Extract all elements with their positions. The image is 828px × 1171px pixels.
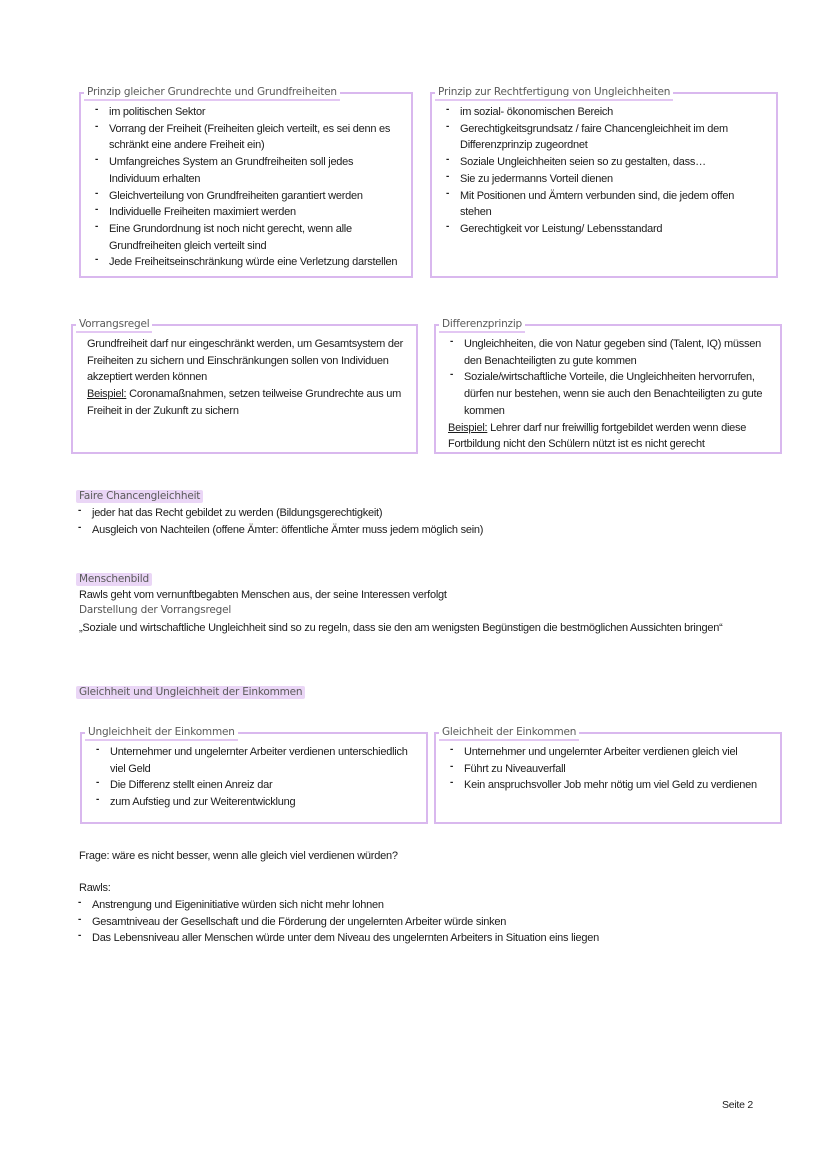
- list-item: - Führt zu Niveauverfall: [448, 761, 770, 778]
- list-item: - Gerechtigkeitsgrundsatz / faire Chancengleichheit im dem Differenzprinzip zugeordnet: [444, 121, 766, 154]
- differenzprinzip-list: [448, 336, 770, 420]
- list-item: - im politischen Sektor: [93, 104, 401, 121]
- box-grundrechte-title: Prinzip gleicher Grundrechte und Grundfreiheiten: [84, 86, 340, 101]
- list-item: - Ausgleich von Nachteilen (offene Ämter: öffentliche Ämter muss jedem möglich sein): [76, 522, 776, 539]
- list-item: - Soziale Ungleichheiten seien so zu gestalten, dass…: [444, 154, 766, 171]
- box-ungleichheit-title: Ungleichheit der Einkommen: [85, 726, 238, 741]
- rechtfertigung-list: [444, 104, 766, 238]
- list-item: - Ungleichheiten, die von Natur gegeben sind (Talent, IQ) müssen den Benachteiligten zu gute kommen: [448, 336, 770, 369]
- menschenbild-text: Rawls geht vom vernunftbegabten Menschen aus, der seine Interessen verfolgt: [79, 589, 447, 601]
- menschenbild-quote: „Soziale und wirtschaftliche Ungleichheit sind so zu regeln, dass sie den am wenigsten Begünstigen die bestmöglichen Aussichten bringen“: [79, 622, 723, 634]
- grundrechte-list: [93, 104, 401, 271]
- list-item: - Sie zu jedermanns Vorteil dienen: [444, 171, 766, 188]
- box-gleichheit-einkommen: [434, 726, 782, 824]
- box-vorrangsregel-title: Vorrangsregel: [76, 318, 152, 333]
- box-gleichheit-title: Gleichheit der Einkommen: [439, 726, 579, 741]
- box-differenzprinzip: [434, 318, 782, 454]
- vorrangsregel-text: Grundfreiheit darf nur eingeschränkt werden, um Gesamtsystem der Freiheiten zu sichern und Einschränkungen sollen von Individuen akzeptiert werden können: [87, 338, 403, 384]
- gleichheit-list: [448, 744, 770, 794]
- vorrangsregel-example: [87, 386, 406, 419]
- ungleichheit-list: [94, 744, 416, 811]
- list-item: - Gesamtniveau der Gesellschaft und die Förderung der ungelernten Arbeiter würde sinken: [76, 914, 796, 931]
- box-ungleichheit-einkommen: [80, 726, 428, 824]
- list-item: - Anstrengung und Eigeninitiative würden sich nicht mehr lohnen: [76, 897, 796, 914]
- box-grundrechte: [79, 86, 413, 278]
- list-item: - im sozial- ökonomischen Bereich: [444, 104, 766, 121]
- frage-question: Frage: wäre es nicht besser, wenn alle gleich viel verdienen würden?: [79, 850, 398, 862]
- list-item: - Jede Freiheitseinschränkung würde eine Verletzung darstellen: [93, 254, 401, 271]
- list-item: - Eine Grundordnung ist noch nicht gerecht, wenn alle Grundfreiheiten gleich verteilt sind: [93, 221, 401, 254]
- box-rechtfertigung: [430, 86, 778, 278]
- list-item: - Individuelle Freiheiten maximiert werden: [93, 204, 401, 221]
- menschenbild-title: Menschenbild: [76, 573, 152, 586]
- example-text: Lehrer darf nur freiwillig fortgebildet werden wenn diese Fortbildung nicht den Schülern nützt ist es nicht gerecht: [448, 421, 747, 451]
- list-item: - Gleichverteilung von Grundfreiheiten garantiert werden: [93, 188, 401, 205]
- list-item: - Unternehmer und ungelernter Arbeiter verdienen gleich viel: [448, 744, 770, 761]
- frage-rawls-label: Rawls:: [79, 882, 111, 894]
- list-item: - Unternehmer und ungelernter Arbeiter verdienen unterschiedlich viel Geld: [94, 744, 416, 777]
- box-differenzprinzip-title: Differenzprinzip: [439, 318, 525, 333]
- example-text: Coronamaßnahmen, setzen teilweise Grundrechte aus um Freiheit in der Zukunft zu sichern: [87, 388, 402, 417]
- list-item: - Kein anspruchsvoller Job mehr nötig um viel Geld zu verdienen: [448, 777, 770, 794]
- list-item: - zum Aufstieg und zur Weiterentwicklung: [94, 794, 416, 811]
- frage-list: [76, 897, 796, 947]
- box-rechtfertigung-title: Prinzip zur Rechtfertigung von Ungleichheiten: [435, 86, 673, 101]
- faire-chancengleichheit-title: Faire Chancengleichheit: [76, 490, 203, 503]
- page-number: Seite 2: [722, 1099, 753, 1111]
- example-label: Beispiel:: [448, 421, 488, 434]
- list-item: - Das Lebensniveau aller Menschen würde unter dem Niveau des ungelernten Arbeiters in Situation eins liegen: [76, 930, 796, 947]
- example-label: Beispiel:: [87, 388, 127, 401]
- list-item: - Soziale/wirtschaftliche Vorteile, die Ungleichheiten hervorrufen, dürfen nur bestehen, wenn sie auch den Benachteiligten zu gute kommen: [448, 369, 770, 419]
- faire-chancengleichheit-list: [76, 505, 776, 538]
- list-item: - Umfangreiches System an Grundfreiheiten soll jedes Individuum erhalten: [93, 154, 401, 187]
- box-vorrangsregel: [71, 318, 418, 454]
- list-item: - Vorrang der Freiheit (Freiheiten gleich verteilt, es sei denn es schränkt eine andere Freiheit ein): [93, 121, 401, 154]
- differenzprinzip-example: [448, 420, 770, 453]
- list-item: - Mit Positionen und Ämtern verbunden sind, die jedem offen stehen: [444, 188, 766, 221]
- list-item: - jeder hat das Recht gebildet zu werden (Bildungsgerechtigkeit): [76, 505, 776, 522]
- menschenbild-subtitle: Darstellung der Vorrangsregel: [79, 604, 232, 616]
- list-item: - Gerechtigkeit vor Leistung/ Lebensstandard: [444, 221, 766, 238]
- list-item: - Die Differenz stellt einen Anreiz dar: [94, 777, 416, 794]
- einkommen-title: Gleichheit und Ungleichheit der Einkommen: [76, 686, 305, 699]
